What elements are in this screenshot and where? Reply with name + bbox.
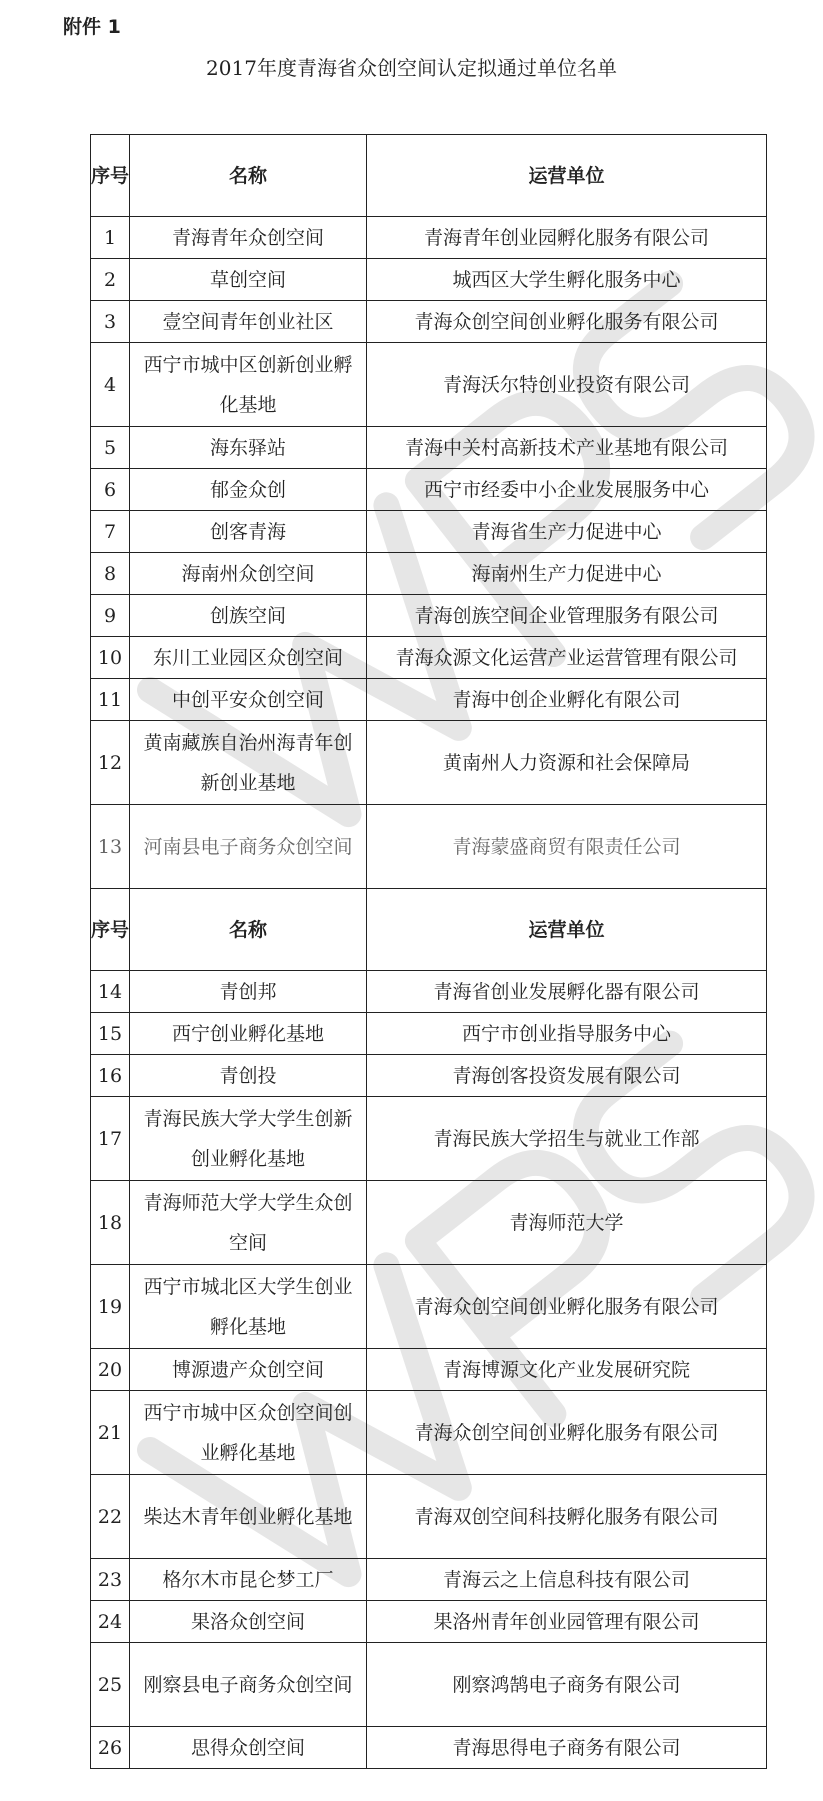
row-number: 20 [91,1349,130,1391]
table-row [91,553,767,595]
unit-name: 青海青年众创空间 [130,217,367,259]
unit-name: 青海师范大学大学生众创空间 [130,1181,367,1265]
table-row [91,595,767,637]
operator-name: 黄南州人力资源和社会保障局 [367,721,767,805]
row-number: 5 [91,427,130,469]
unit-name: 格尔木市昆仑梦工厂 [130,1559,367,1601]
table-row [91,805,767,889]
row-number: 24 [91,1601,130,1643]
row-number: 16 [91,1055,130,1097]
operator-name: 青海双创空间科技孵化服务有限公司 [367,1475,767,1559]
unit-name: 壹空间青年创业社区 [130,301,367,343]
unit-name: 中创平安众创空间 [130,679,367,721]
table-row [91,469,767,511]
operator-name: 青海省创业发展孵化器有限公司 [367,971,767,1013]
table-row [91,1265,767,1349]
operator-name: 青海博源文化产业发展研究院 [367,1349,767,1391]
table-header-row [91,135,767,217]
table-row [91,343,767,427]
row-number: 2 [91,259,130,301]
row-number: 15 [91,1013,130,1055]
table-row [91,1013,767,1055]
unit-name: 柴达木青年创业孵化基地 [130,1475,367,1559]
table-row [91,511,767,553]
table-row [91,1349,767,1391]
unit-name: 西宁创业孵化基地 [130,1013,367,1055]
table-row [91,971,767,1013]
operator-name: 青海创客投资发展有限公司 [367,1055,767,1097]
row-number: 22 [91,1475,130,1559]
row-number: 4 [91,343,130,427]
row-number: 18 [91,1181,130,1265]
table-row [91,1727,767,1769]
row-number: 8 [91,553,130,595]
operator-name: 青海沃尔特创业投资有限公司 [367,343,767,427]
table-row [91,427,767,469]
unit-name: 博源遗产众创空间 [130,1349,367,1391]
table-row [91,1181,767,1265]
operator-name: 青海云之上信息科技有限公司 [367,1559,767,1601]
row-number: 12 [91,721,130,805]
row-number: 21 [91,1391,130,1475]
operator-name: 青海众创空间创业孵化服务有限公司 [367,1265,767,1349]
table-row [91,1601,767,1643]
header-num: 序号 [91,889,130,971]
row-number: 17 [91,1097,130,1181]
operator-name: 青海蒙盛商贸有限责任公司 [367,805,767,889]
table-row [91,1643,767,1727]
header-operator: 运营单位 [367,889,767,971]
table-row [91,301,767,343]
operator-name: 青海思得电子商务有限公司 [367,1727,767,1769]
unit-name: 西宁市城北区大学生创业孵化基地 [130,1265,367,1349]
unit-name: 东川工业园区众创空间 [130,637,367,679]
operator-name: 青海青年创业园孵化服务有限公司 [367,217,767,259]
row-number: 7 [91,511,130,553]
unit-name: 河南县电子商务众创空间 [130,805,367,889]
row-number: 10 [91,637,130,679]
header-name: 名称 [130,889,367,971]
operator-name: 海南州生产力促进中心 [367,553,767,595]
row-number: 1 [91,217,130,259]
row-number: 14 [91,971,130,1013]
unit-name: 思得众创空间 [130,1727,367,1769]
row-number: 23 [91,1559,130,1601]
unit-name: 海南州众创空间 [130,553,367,595]
row-number: 9 [91,595,130,637]
operator-name: 青海民族大学招生与就业工作部 [367,1097,767,1181]
operator-name: 西宁市经委中小企业发展服务中心 [367,469,767,511]
approved-units-table [90,134,767,1769]
operator-name: 果洛州青年创业园管理有限公司 [367,1601,767,1643]
unit-name: 创族空间 [130,595,367,637]
operator-name: 刚察鸿鹄电子商务有限公司 [367,1643,767,1727]
unit-name: 刚察县电子商务众创空间 [130,1643,367,1727]
operator-name: 城西区大学生孵化服务中心 [367,259,767,301]
unit-name: 西宁市城中区众创空间创业孵化基地 [130,1391,367,1475]
row-number: 13 [91,805,130,889]
operator-name: 青海创族空间企业管理服务有限公司 [367,595,767,637]
table-row [91,217,767,259]
operator-name: 西宁市创业指导服务中心 [367,1013,767,1055]
document-title: 2017年度青海省众创空间认定拟通过单位名单 [206,56,617,80]
table-row [91,1559,767,1601]
operator-name: 青海众源文化运营产业运营管理有限公司 [367,637,767,679]
table-row [91,259,767,301]
unit-name: 果洛众创空间 [130,1601,367,1643]
row-number: 19 [91,1265,130,1349]
unit-name: 青海民族大学大学生创新创业孵化基地 [130,1097,367,1181]
attachment-label: 附件 1 [63,16,121,38]
unit-name: 青创投 [130,1055,367,1097]
unit-name: 黄南藏族自治州海青年创新创业基地 [130,721,367,805]
table-row [91,679,767,721]
unit-name: 创客青海 [130,511,367,553]
unit-name: 郁金众创 [130,469,367,511]
table-row [91,1391,767,1475]
header-name: 名称 [130,135,367,217]
operator-name: 青海中创企业孵化有限公司 [367,679,767,721]
row-number: 6 [91,469,130,511]
row-number: 11 [91,679,130,721]
header-operator: 运营单位 [367,135,767,217]
unit-name: 西宁市城中区创新创业孵化基地 [130,343,367,427]
header-num: 序号 [91,135,130,217]
unit-name: 海东驿站 [130,427,367,469]
operator-name: 青海众创空间创业孵化服务有限公司 [367,301,767,343]
unit-name: 草创空间 [130,259,367,301]
unit-name: 青创邦 [130,971,367,1013]
operator-name: 青海中关村高新技术产业基地有限公司 [367,427,767,469]
table-row [91,637,767,679]
row-number: 3 [91,301,130,343]
operator-name: 青海师范大学 [367,1181,767,1265]
operator-name: 青海省生产力促进中心 [367,511,767,553]
operator-name: 青海众创空间创业孵化服务有限公司 [367,1391,767,1475]
row-number: 25 [91,1643,130,1727]
table-row [91,721,767,805]
table-row [91,1097,767,1181]
row-number: 26 [91,1727,130,1769]
table-row [91,1055,767,1097]
table-row [91,1475,767,1559]
table-header-row [91,889,767,971]
